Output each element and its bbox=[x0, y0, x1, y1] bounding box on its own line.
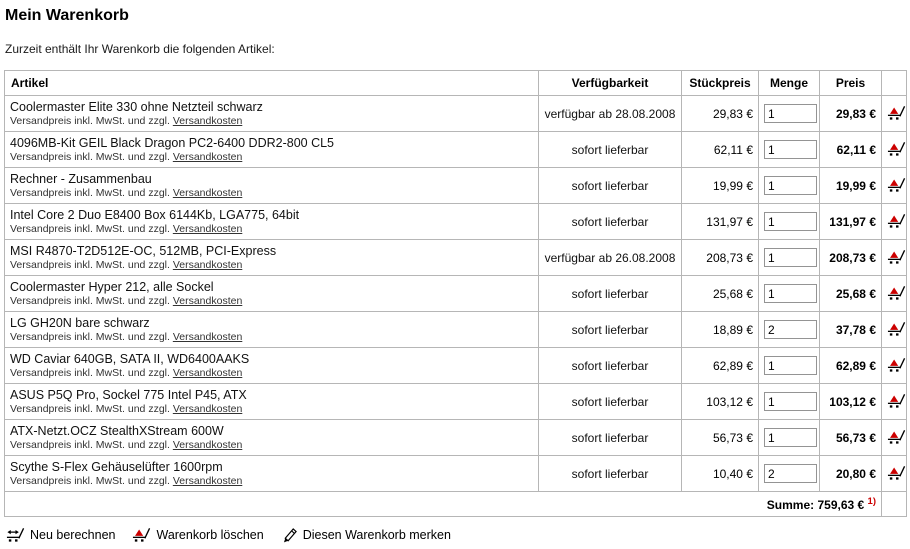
column-header-actions bbox=[882, 71, 907, 96]
line-total: 37,78 € bbox=[820, 312, 882, 348]
article-name: Rechner - Zusammenbau bbox=[10, 171, 152, 186]
column-header-artikel: Artikel bbox=[5, 71, 539, 96]
table-row bbox=[5, 132, 907, 168]
line-total: 25,68 € bbox=[820, 276, 882, 312]
shipping-note: Versandpreis inkl. MwSt. und zzgl. Versandkosten bbox=[10, 474, 243, 487]
intro-text: Zurzeit enthält Ihr Warenkorb die folgenden Artikel: bbox=[5, 42, 275, 56]
table-row bbox=[5, 384, 907, 420]
article-name: LG GH20N bare schwarz bbox=[10, 315, 150, 330]
cart-delete-icon[interactable] bbox=[887, 464, 906, 481]
column-header-verfuegbarkeit: Verfügbarkeit bbox=[539, 71, 682, 96]
shipping-note: Versandpreis inkl. MwSt. und zzgl. Versandkosten bbox=[10, 114, 243, 127]
shipping-note: Versandpreis inkl. MwSt. und zzgl. Versandkosten bbox=[10, 186, 243, 199]
availability: sofort lieferbar bbox=[539, 204, 682, 240]
column-header-stueckpreis: Stückpreis bbox=[682, 71, 759, 96]
article-name: Scythe S-Flex Gehäuselüfter 1600rpm bbox=[10, 459, 223, 474]
table-row bbox=[5, 96, 907, 132]
quantity-input[interactable] bbox=[764, 320, 817, 339]
table-header-row bbox=[5, 71, 907, 96]
cart-table bbox=[4, 70, 907, 517]
shipping-costs-link[interactable]: Versandkosten bbox=[172, 402, 243, 415]
article-name: Coolermaster Elite 330 ohne Netzteil schwarz bbox=[10, 99, 263, 114]
line-total: 62,89 € bbox=[820, 348, 882, 384]
shipping-note: Versandpreis inkl. MwSt. und zzgl. Versandkosten bbox=[10, 150, 243, 163]
line-total: 19,99 € bbox=[820, 168, 882, 204]
recalculate-label: Neu berechnen bbox=[30, 527, 116, 542]
summary-actions-cell bbox=[882, 492, 907, 517]
availability: sofort lieferbar bbox=[539, 456, 682, 492]
shipping-costs-link[interactable]: Versandkosten bbox=[172, 438, 243, 451]
availability: sofort lieferbar bbox=[539, 312, 682, 348]
summary-row bbox=[5, 492, 907, 517]
quantity-input[interactable] bbox=[764, 428, 817, 447]
availability: sofort lieferbar bbox=[539, 420, 682, 456]
shipping-costs-link[interactable]: Versandkosten bbox=[172, 186, 243, 199]
summary-label: Summe: bbox=[766, 498, 815, 512]
column-header-preis: Preis bbox=[820, 71, 882, 96]
article-name: ATX-Netzt.OCZ StealthXStream 600W bbox=[10, 423, 224, 438]
availability: verfügbar ab 28.08.2008 bbox=[539, 96, 682, 132]
availability: sofort lieferbar bbox=[539, 384, 682, 420]
quantity-input[interactable] bbox=[764, 356, 817, 375]
shipping-note: Versandpreis inkl. MwSt. und zzgl. Versandkosten bbox=[10, 402, 243, 415]
quantity-input[interactable] bbox=[764, 464, 817, 483]
line-total: 131,97 € bbox=[820, 204, 882, 240]
summary-value: 759,63 € bbox=[817, 498, 865, 512]
cart-delete-icon[interactable] bbox=[887, 104, 906, 121]
article-name: MSI R4870-T2D512E-OC, 512MB, PCI-Express bbox=[10, 243, 277, 258]
table-row bbox=[5, 168, 907, 204]
unit-price: 19,99 € bbox=[682, 168, 759, 204]
shipping-costs-link[interactable]: Versandkosten bbox=[172, 222, 243, 235]
cart-delete-icon[interactable] bbox=[887, 356, 906, 373]
cart-delete-icon[interactable] bbox=[887, 428, 906, 445]
cart-delete-icon[interactable] bbox=[887, 212, 906, 229]
shipping-costs-link[interactable]: Versandkosten bbox=[172, 366, 243, 379]
cart-delete-icon[interactable] bbox=[887, 284, 906, 301]
delete-cart-button[interactable] bbox=[132, 526, 263, 543]
availability: sofort lieferbar bbox=[539, 348, 682, 384]
article-name: WD Caviar 640GB, SATA II, WD6400AAKS bbox=[10, 351, 250, 366]
article-name: Intel Core 2 Duo E8400 Box 6144Kb, LGA775, 64bit bbox=[10, 207, 300, 222]
cart-actions bbox=[6, 526, 906, 543]
delete-cart-label: Warenkorb löschen bbox=[156, 527, 264, 542]
unit-price: 10,40 € bbox=[682, 456, 759, 492]
quantity-input[interactable] bbox=[764, 248, 817, 267]
shipping-costs-link[interactable]: Versandkosten bbox=[172, 150, 243, 163]
line-total: 29,83 € bbox=[820, 96, 882, 132]
shipping-note: Versandpreis inkl. MwSt. und zzgl. Versandkosten bbox=[10, 222, 243, 235]
unit-price: 18,89 € bbox=[682, 312, 759, 348]
recalculate-button[interactable] bbox=[6, 526, 115, 543]
table-row bbox=[5, 348, 907, 384]
shipping-note: Versandpreis inkl. MwSt. und zzgl. Versandkosten bbox=[10, 438, 243, 451]
line-total: 208,73 € bbox=[820, 240, 882, 276]
shipping-costs-link[interactable]: Versandkosten bbox=[172, 294, 243, 307]
cart-delete-icon[interactable] bbox=[887, 392, 906, 409]
shipping-costs-link[interactable]: Versandkosten bbox=[172, 114, 243, 127]
shipping-note: Versandpreis inkl. MwSt. und zzgl. Versandkosten bbox=[10, 330, 243, 343]
shipping-note: Versandpreis inkl. MwSt. und zzgl. Versandkosten bbox=[10, 366, 243, 379]
cart-delete-icon[interactable] bbox=[887, 248, 906, 265]
summary-footnote: 1) bbox=[867, 496, 876, 507]
page-title: Mein Warenkorb bbox=[5, 7, 129, 24]
shipping-note: Versandpreis inkl. MwSt. und zzgl. Versandkosten bbox=[10, 258, 243, 271]
quantity-input[interactable] bbox=[764, 212, 817, 231]
cart-delete-icon[interactable] bbox=[887, 320, 906, 337]
unit-price: 25,68 € bbox=[682, 276, 759, 312]
unit-price: 131,97 € bbox=[682, 204, 759, 240]
shipping-costs-link[interactable]: Versandkosten bbox=[172, 474, 243, 487]
article-name: 4096MB-Kit GEIL Black Dragon PC2-6400 DDR2-800 CL5 bbox=[10, 135, 334, 150]
unit-price: 29,83 € bbox=[682, 96, 759, 132]
column-header-menge: Menge bbox=[759, 71, 820, 96]
table-row bbox=[5, 456, 907, 492]
shipping-costs-link[interactable]: Versandkosten bbox=[172, 258, 243, 271]
save-cart-label: Diesen Warenkorb merken bbox=[302, 527, 451, 542]
table-row bbox=[5, 204, 907, 240]
availability: sofort lieferbar bbox=[539, 168, 682, 204]
unit-price: 62,11 € bbox=[682, 132, 759, 168]
availability: sofort lieferbar bbox=[539, 132, 682, 168]
unit-price: 103,12 € bbox=[682, 384, 759, 420]
quantity-input[interactable] bbox=[764, 140, 817, 159]
line-total: 62,11 € bbox=[820, 132, 882, 168]
save-cart-button[interactable] bbox=[281, 526, 451, 543]
unit-price: 208,73 € bbox=[682, 240, 759, 276]
pencil-icon bbox=[281, 526, 298, 543]
cart-recalculate-icon bbox=[6, 526, 25, 543]
cart-delete-icon[interactable] bbox=[887, 176, 906, 193]
table-row bbox=[5, 312, 907, 348]
table-row bbox=[5, 420, 907, 456]
quantity-input[interactable] bbox=[764, 104, 817, 123]
article-name: ASUS P5Q Pro, Sockel 775 Intel P45, ATX bbox=[10, 387, 247, 402]
cart-delete-icon bbox=[132, 526, 151, 543]
table-row bbox=[5, 240, 907, 276]
table-row bbox=[5, 276, 907, 312]
cart-total bbox=[5, 492, 882, 517]
quantity-input[interactable] bbox=[764, 284, 817, 303]
cart-delete-icon[interactable] bbox=[887, 140, 906, 157]
shipping-costs-link[interactable]: Versandkosten bbox=[172, 330, 243, 343]
line-total: 56,73 € bbox=[820, 420, 882, 456]
availability: verfügbar ab 26.08.2008 bbox=[539, 240, 682, 276]
line-total: 20,80 € bbox=[820, 456, 882, 492]
availability: sofort lieferbar bbox=[539, 276, 682, 312]
line-total: 103,12 € bbox=[820, 384, 882, 420]
unit-price: 56,73 € bbox=[682, 420, 759, 456]
quantity-input[interactable] bbox=[764, 176, 817, 195]
shipping-note: Versandpreis inkl. MwSt. und zzgl. Versandkosten bbox=[10, 294, 243, 307]
quantity-input[interactable] bbox=[764, 392, 817, 411]
article-name: Coolermaster Hyper 212, alle Sockel bbox=[10, 279, 214, 294]
unit-price: 62,89 € bbox=[682, 348, 759, 384]
